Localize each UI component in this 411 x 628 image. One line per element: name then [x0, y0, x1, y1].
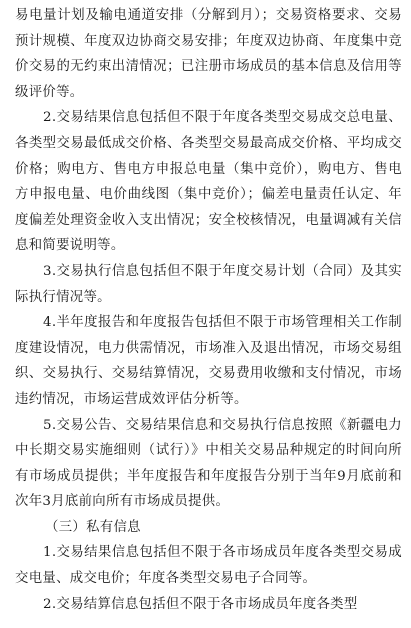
- section-heading-private-info: （三）私有信息: [45, 519, 141, 535]
- paragraph-continuation: 易电量计划及输电通道安排（分解到月）；交易资格要求、交易预计规模、年度双边协商交易安排；年度双边协商、年度集中竞价交易的无约束出清情况；已注册市场成员的基本信息及信用等级评价等。: [15, 8, 402, 100]
- paragraph-private-settlement: 2.交易结算信息包括但不限于各市场成员年度各类型: [43, 596, 358, 612]
- paragraph-disclosure-timing: 5.交易公告、交易结果信息和交易执行信息按照《新疆电力中长期交易实施细则（试行）》中相关交易品种规定的时间向所有市场成员提供；半年度报告和年度报告分别于当年9月底前和次年3月底前向所有市场成员提供。: [15, 417, 402, 510]
- paragraph-private-results: 1.交易结果信息包括但不限于各市场成员年度各类型交易成交电量、成交电价；年度各类型交易电子合同等。: [15, 545, 402, 587]
- paragraph-trade-execution: 3.交易执行信息包括但不限于年度交易计划（合同）及其实际执行情况等。: [15, 263, 402, 305]
- paragraph-reports: 4.半年度报告和年度报告包括但不限于市场管理相关工作制度建设情况，电力供需情况，市场准入及退出情况，市场交易组织、交易执行、交易结算情况，交易费用收缴和支付情况，市场违约情况，市场运营成效评估分析等。: [15, 315, 402, 407]
- paragraph-trade-results: 2.交易结果信息包括但不限于年度各类型交易成交总电量、各类型交易最低成交价格、各类型交易最高成交价格、平均成交价格；购电方、售电方申报总电量（集中竞价），购电方、售电方申报电量、电价曲线图（集中竞价）；偏差电量责任认定、年度偏差处理资金收入支出情况；安全校核情况，电量调减有关信息和简要说明等。: [15, 110, 402, 254]
